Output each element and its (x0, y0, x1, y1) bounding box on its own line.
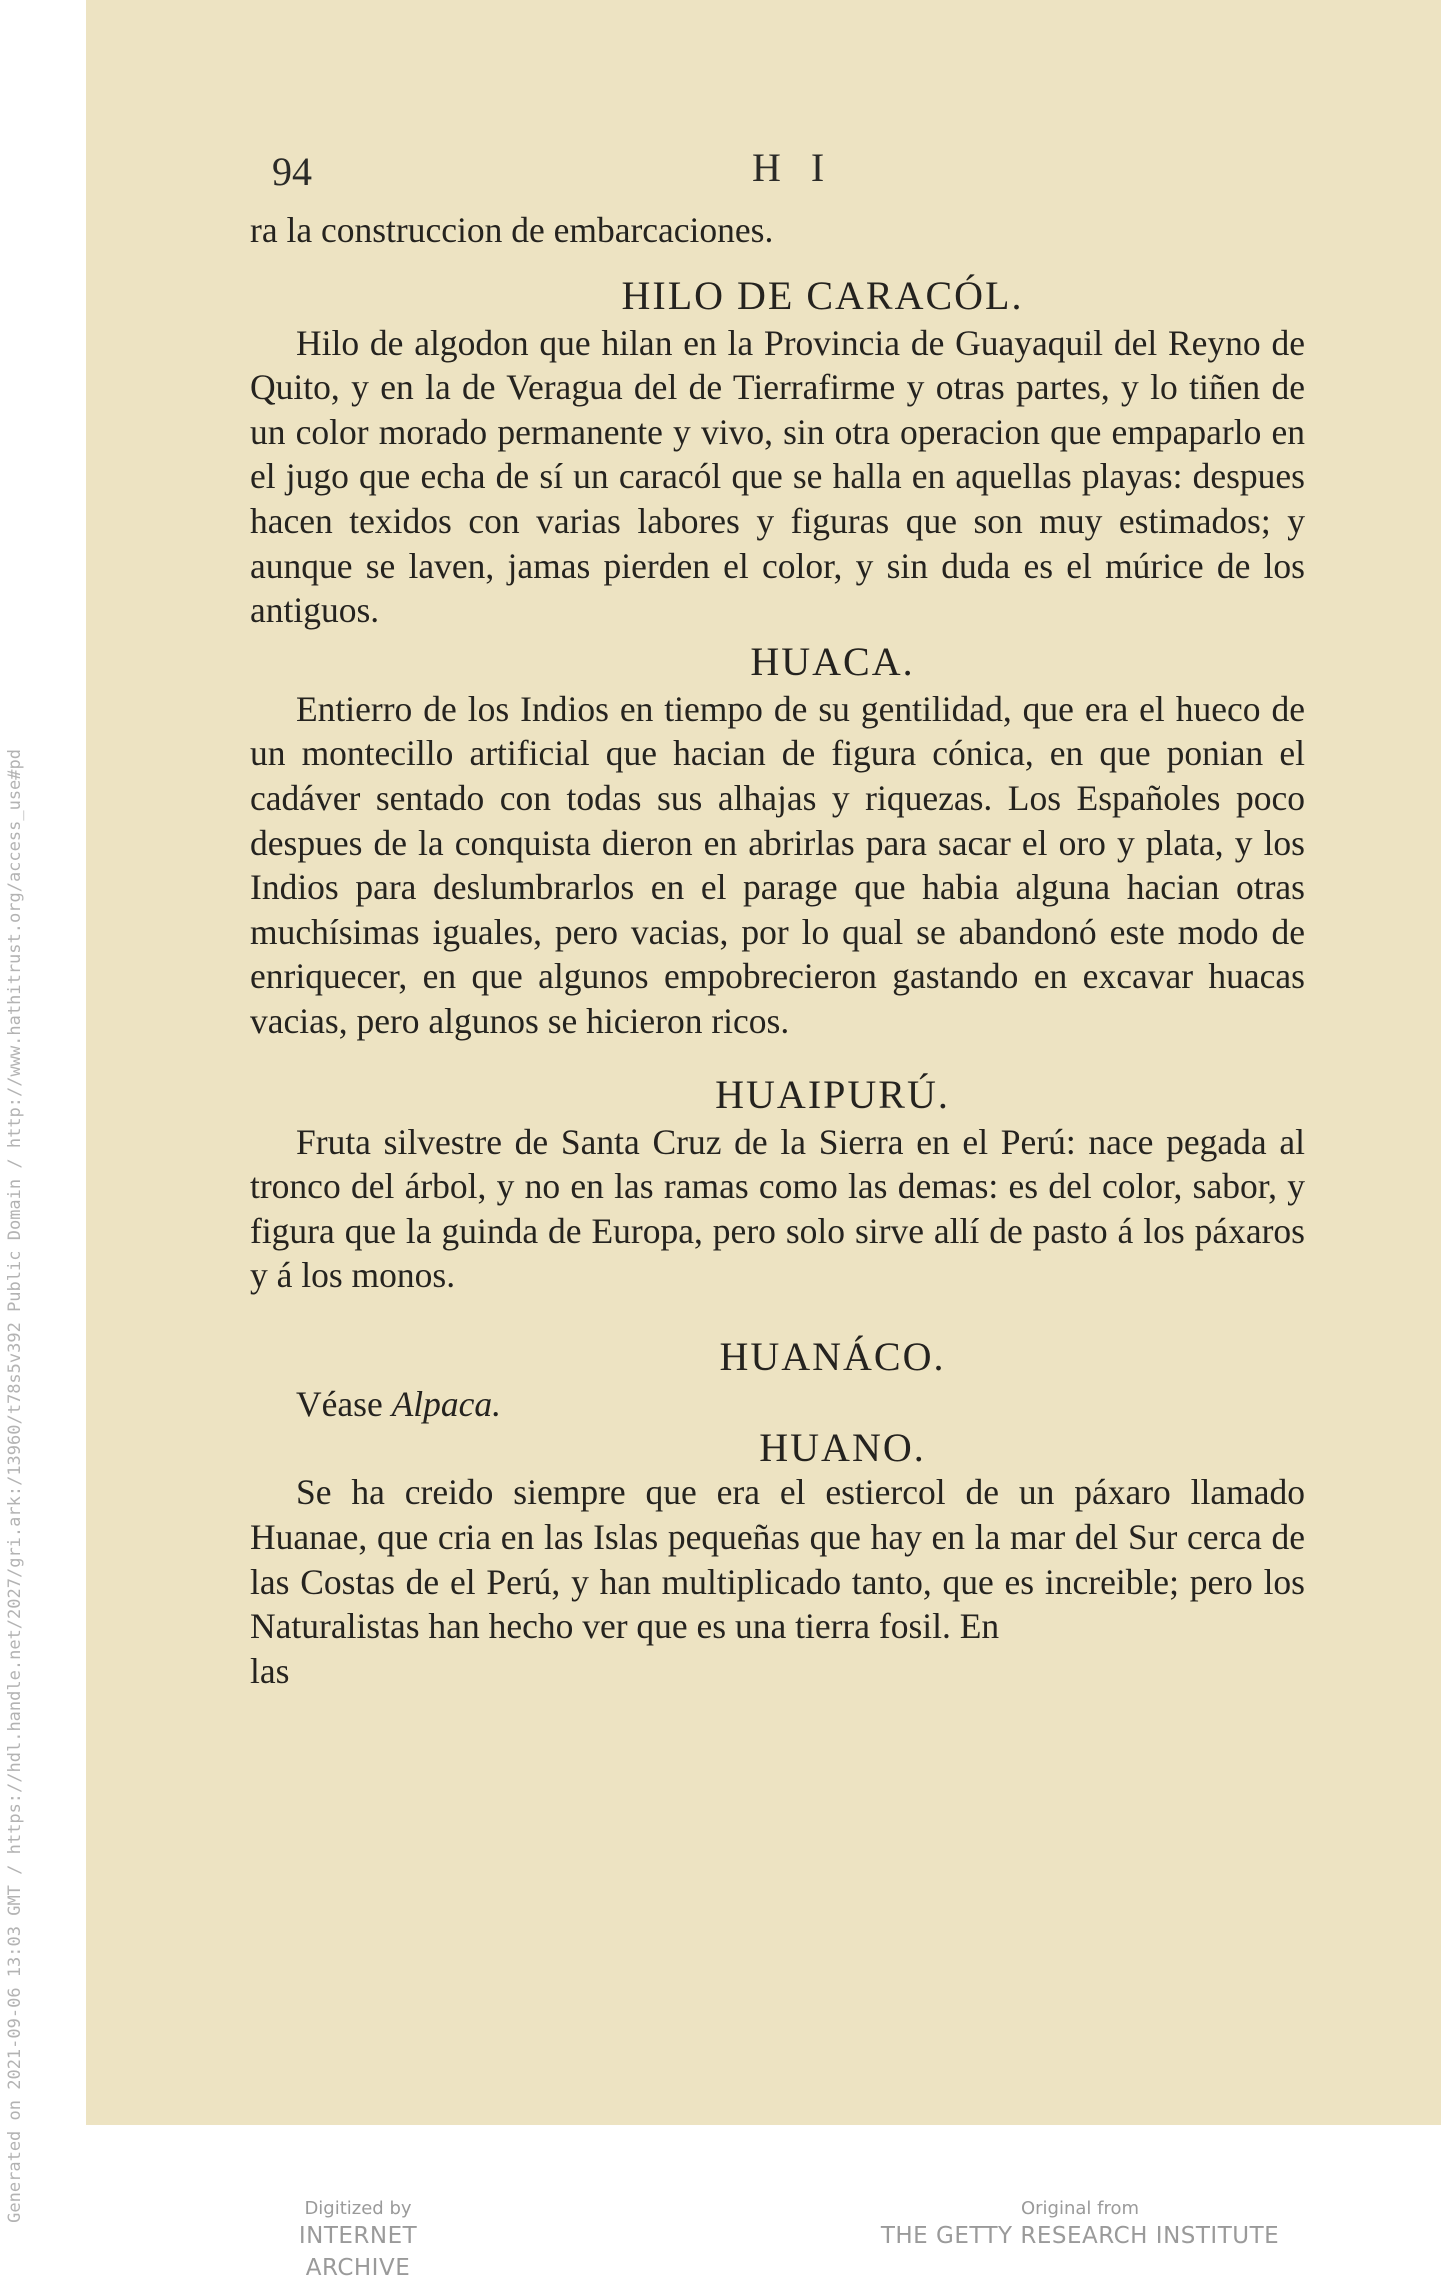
entry-title: HUACA. (750, 638, 915, 684)
catchword: las (250, 1650, 290, 1691)
entry-title: HUANO. (759, 1425, 926, 1471)
original-from: Original from THE GETTY RESEARCH INSTITUTE (880, 2198, 1280, 2249)
entry-text: Se ha creido siempre que era el estiercol de un páxaro llamado Huanae, que cria en las Islas pequeñas que hay en la mar del Sur cerca de las Costas de el Perú, y han multiplicado tanto, que es increible; pero los Naturalistas han hecho ver que es una tierra fosil. En (250, 1472, 1305, 1647)
continuation-line: ra la construccion de embarcaciones. (250, 210, 774, 250)
hathitrust-stamp: Generated on 2021-09-06 13:03 GMT / https://hdl.handle.net/2027/gri.ark:/13960/t78s5v392 Public Domain / http://www.hathitrust.org/access_use#pd (5, 749, 25, 2223)
page-number: 94 (272, 149, 312, 194)
page-header (272, 145, 1312, 198)
see-reference: Alpaca. (391, 1383, 502, 1424)
entry-title: HUANÁCO. (719, 1333, 946, 1379)
see-label: Véase (296, 1383, 383, 1424)
running-head: H I (752, 145, 835, 190)
dictionary-text (250, 208, 1305, 1693)
digitized-by: Digitized by INTERNET ARCHIVE (298, 2198, 418, 2281)
entry-title: HILO DE CARACÓL. (621, 272, 1024, 318)
entry-text: Hilo de algodon que hilan en la Provincia de Guayaquil del Reyno de Quito, y en la de Veragua del de Tierrafirme y otras partes, y lo tiñen de un color morado permanente y vivo, sin otra operacion que empaparlo en el jugo que echa de sí un caracól que se halla en aquellas playas: despues hacen texidos con varias labores y figuras que son muy estimados; y aunque se laven, jamas pierden el color, y sin duda es el múrice de los antiguos. (250, 322, 1305, 631)
cross-reference (250, 1382, 1305, 1427)
entry-text: Fruta silvestre de Santa Cruz de la Sierra en el Perú: nace pegada al tronco del árbol, y no en las ramas como las demas: es del color, sabor, y figura que la guinda de Europa, pero solo sirve allí de pasto á los páxaros y á los monos. (250, 1121, 1305, 1296)
entry-title: HUAIPURÚ. (715, 1071, 950, 1117)
entry-text: Entierro de los Indios en tiempo de su gentilidad, que era el hueco de un montecillo artificial que hacian de figura cónica, en que ponian el cadáver sentado con todas sus alhajas y riquezas. Los Españoles poco despues de la conquista dieron en abrirlas para sacar el oro y plata, y los Indios para deslumbrarlos en el parage que habia alguna hacian otras muchísimas iguales, pero vacias, por lo qual se abandonó este modo de enriquecer, en que algunos empobrecieron gastando en excavar huacas vacias, pero algunos se hicieron ricos. (250, 688, 1305, 1041)
